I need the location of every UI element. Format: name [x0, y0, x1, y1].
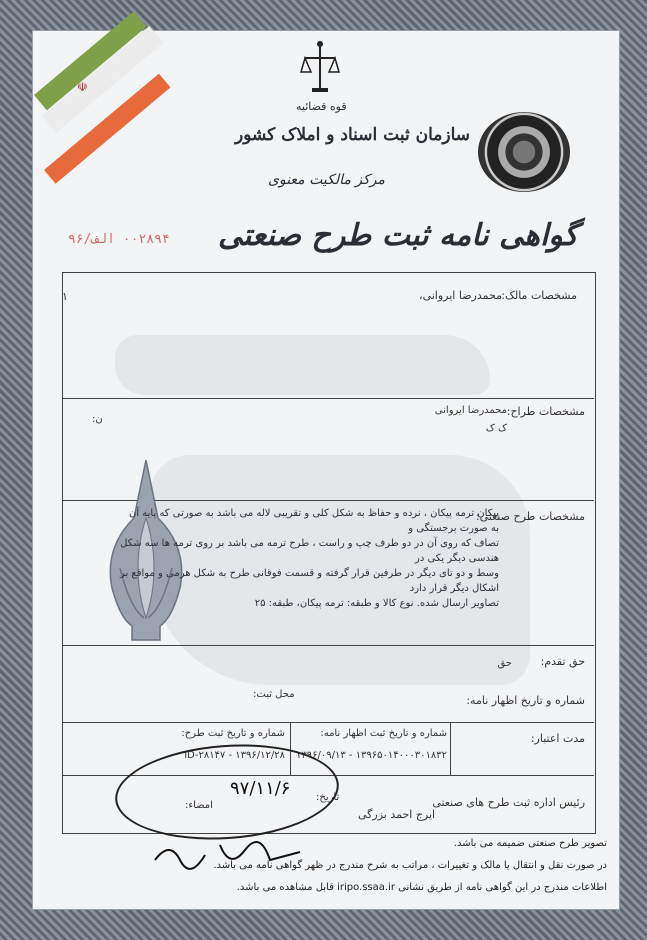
design-line: وسط و دو تای دیگر در طرفین قرار گرفته و قسمت فوقانی طرح به شکل هرمی و مواقع بر اشکال دیگر قرار دارد — [119, 568, 499, 594]
priority-value: حق — [497, 658, 512, 669]
signature-label: امضاء: — [185, 800, 213, 811]
row-number: ۱ — [62, 290, 68, 303]
designer-extra: ک ک — [485, 423, 507, 434]
registration-number-label: شماره و تاریخ ثبت طرح: — [181, 728, 285, 739]
date-label: تاریخ: — [316, 792, 340, 803]
handwritten-date: ۹۷/۱۱/۶ — [230, 778, 291, 799]
note-line: در صورت نقل و انتقال یا مالک و تغییرات ، مراتب به شرح مندرج در ظهر گواهی نامه می باشد. — [213, 860, 607, 871]
declaration-number-label: شماره و تاریخ ثبت اظهار نامه: — [320, 728, 447, 739]
row-divider — [62, 398, 594, 399]
design-line: تصاویر ارسال شده. نوع کالا و طبقه: ترمه پیکان، طبقه: ۲۵ — [254, 598, 499, 609]
official-seal — [478, 112, 570, 192]
watermark-map — [115, 335, 490, 395]
registration-number-value: ۱۳۹۶/۱۲/۲۸ - ID-۲۸۱۴۷ — [184, 750, 285, 761]
serial-number: ۰۰۲۸۹۴ الف/۹۶ — [68, 232, 170, 247]
declaration-number-value: ۱۳۹۶۵۰۱۴۰۰۰۳۰۱۸۳۲ - ۱۳۹۶/۰۹/۱۳ — [296, 750, 447, 761]
designer-value: محمدرضا ایروانی — [434, 405, 507, 416]
owner-value: محمدرضا ایروانی، — [419, 289, 502, 302]
row-divider — [62, 722, 594, 723]
declaration-label: شماره و تاریخ اظهار نامه: — [466, 694, 585, 707]
organization-name: سازمان ثبت اسناد و املاک کشور — [235, 125, 471, 145]
center-name: مرکز مالکیت معنوی — [268, 172, 385, 188]
head-name: ایرج احمد بزرگی — [358, 808, 436, 821]
owner-label: مشخصات مالک: — [501, 289, 577, 302]
designer-label: مشخصات طراح: — [506, 405, 585, 418]
design-line: تصاف که روی آن در دو طرف چپ و راست ، طرح ترمه می باشد بر روی ترمه ها سه شکل هندسی دیگر یکی در — [120, 538, 499, 564]
registration-place: محل ثبت: — [253, 689, 295, 700]
design-line: پیکان ترمه پیکان ، نرده و حفاظ به شکل کلی و تقریبی لاله می باشد به صورتی که پایه آن به صورت برجستگی و — [128, 508, 499, 534]
judiciary-scales-icon — [300, 38, 340, 98]
certificate-title: گواهی نامه ثبت طرح صنعتی — [218, 218, 579, 253]
design-label: مشخصات طرح صنعتی: — [475, 510, 585, 523]
note-line: اطلاعات مندرج در این گواهی نامه از طریق نشانی iripo.ssaa.ir قابل مشاهده می باشد. — [236, 882, 607, 893]
priority-label: حق تقدم: — [540, 655, 585, 668]
judiciary-text: قوه قضائیه — [296, 100, 347, 113]
head-title: رئیس اداره ثبت طرح های صنعتی — [432, 796, 585, 809]
design-description — [119, 506, 499, 611]
column-divider — [450, 722, 451, 775]
note-line: تصویر طرح صنعتی ضمیمه می باشد. — [453, 838, 607, 849]
flag-emblem-icon: ☫ — [77, 80, 88, 94]
validity-label: مدت اعتبار: — [530, 732, 585, 745]
left-mark: ن: — [92, 414, 103, 425]
